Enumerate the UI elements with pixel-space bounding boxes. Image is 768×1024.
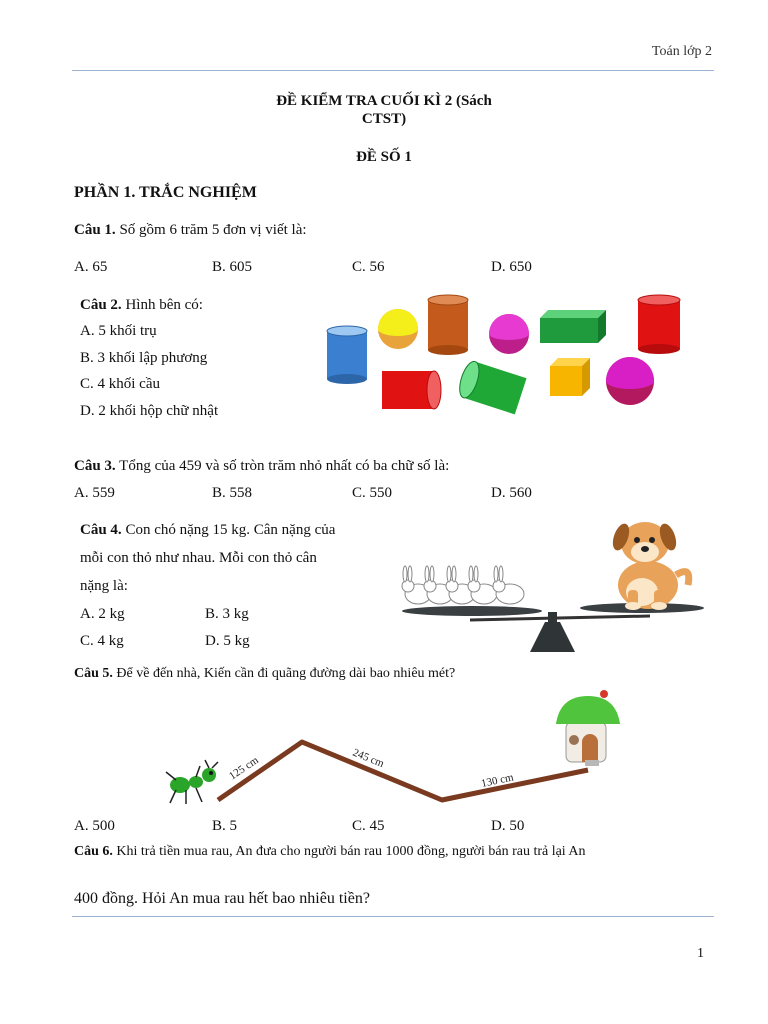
exam-title-line1: ĐỀ KIỂM TRA CUỐI KÌ 2 (Sách [276, 93, 492, 109]
question-2-text: Hình bên có: [125, 297, 203, 313]
ant-figure [166, 760, 218, 804]
question-4-line3: nặng là: [80, 578, 128, 594]
segment-label-1: 125 cm [226, 754, 261, 783]
q4-option-a: A. 2 kg [80, 606, 125, 622]
q1-option-b: B. 605 [212, 259, 253, 275]
question-1-text: Số gồm 6 trăm 5 đơn vị viết là: [119, 222, 307, 238]
q4-option-c: C. 4 kg [80, 633, 124, 649]
exam-title-line2: CTST) [361, 111, 407, 127]
q3-option-c: C. 550 [352, 485, 393, 501]
q5-option-c: C. 45 [352, 818, 385, 834]
question-6-label: Câu 6. [74, 844, 113, 859]
q1-option-d: D. 650 [491, 259, 532, 275]
question-4-line2: mỗi con thỏ như nhau. Mỗi con thỏ cân [80, 550, 317, 566]
footer-rule [72, 916, 714, 917]
q3-option-a: A. 559 [74, 485, 115, 501]
question-4-label: Câu 4. [80, 522, 122, 538]
segment-label-3: 130 cm [480, 771, 515, 790]
q5-option-a: A. 500 [74, 818, 115, 834]
q2-option-b: B. 3 khối lập phương [80, 350, 208, 366]
question-5-text: Để về đến nhà, Kiến cần đi quãng đường dài bao nhiêu mét? [116, 666, 456, 681]
segment-label-2: 245 cm [350, 746, 386, 771]
q1-option-c: C. 56 [352, 259, 385, 275]
exam-number: ĐỀ SỐ 1 [356, 149, 412, 165]
question-3-label: Câu 3. [74, 458, 116, 474]
path-line [218, 742, 588, 800]
question-2-label: Câu 2. [80, 297, 122, 313]
mushroom-house-figure [556, 690, 620, 766]
header-subject: Toán lớp 2 [651, 44, 712, 59]
question-3-text: Tổng của 459 và số tròn trăm nhỏ nhất có ba chữ số là: [119, 458, 450, 474]
q4-option-d: D. 5 kg [205, 633, 250, 649]
q1-option-a: A. 65 [74, 259, 108, 275]
question-4-text-1: Con chó nặng 15 kg. Cân nặng của [125, 522, 336, 538]
question-6-line1 [74, 844, 586, 860]
page-number: 1 [697, 946, 704, 961]
question-6-text-1: Khi trả tiền mua rau, An đưa cho người bán rau 1000 đồng, người bán rau trả lại An [116, 844, 586, 859]
q3-option-d: D. 560 [491, 485, 532, 501]
q2-option-d: D. 2 khối hộp chữ nhật [80, 403, 219, 419]
question-5-label: Câu 5. [74, 666, 113, 681]
q3-option-b: B. 558 [212, 485, 253, 501]
q5-option-d: D. 50 [491, 818, 525, 834]
q4-option-b: B. 3 kg [205, 606, 249, 622]
q2-option-a: A. 5 khối trụ [80, 323, 157, 339]
q5-option-b: B. 5 [212, 818, 238, 834]
question-1-label: Câu 1. [74, 222, 116, 238]
question-6-line2: 400 đồng. Hỏi An mua rau hết bao nhiêu tiền? [74, 890, 370, 907]
q2-option-c: C. 4 khối cầu [80, 376, 160, 392]
section-heading: PHẦN 1. TRẮC NGHIỆM [74, 184, 257, 201]
